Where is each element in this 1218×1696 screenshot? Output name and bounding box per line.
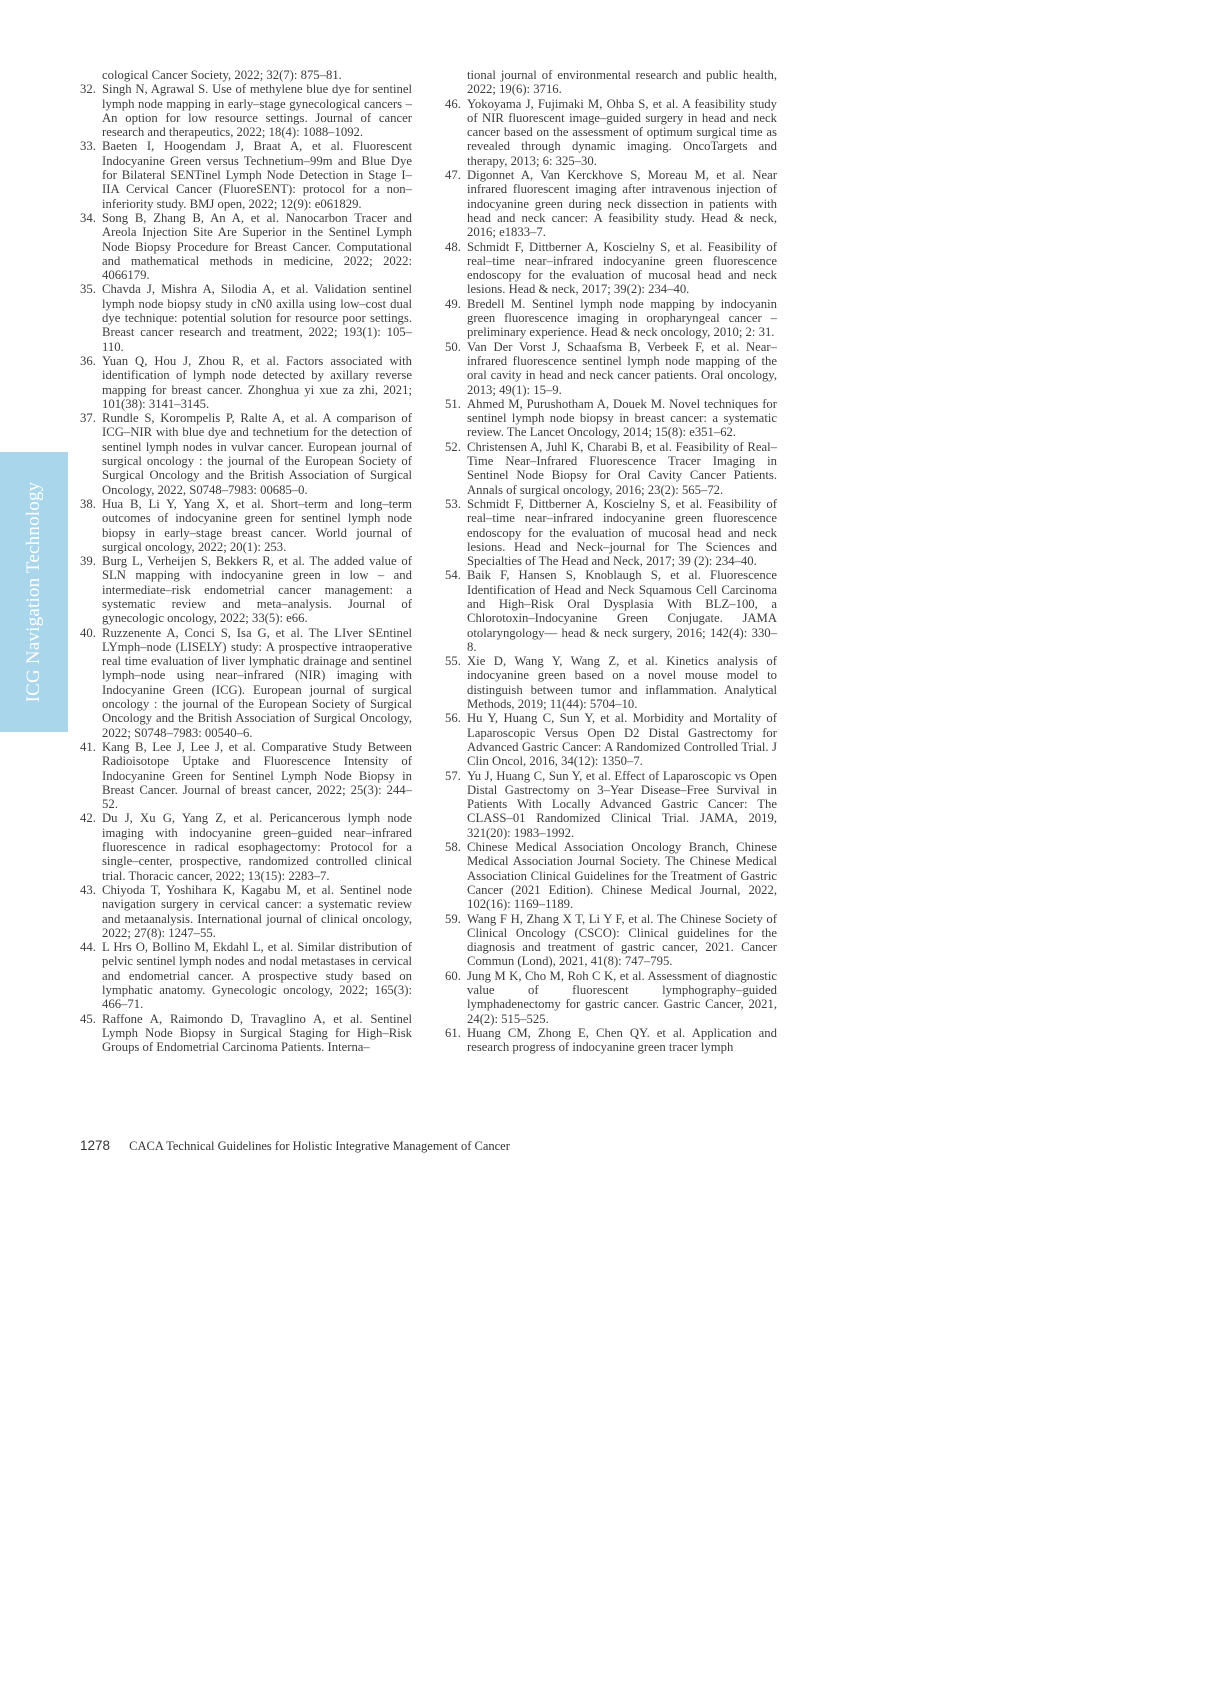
reference-number: 46. [445, 96, 461, 111]
reference-item [80, 82, 412, 139]
reference-number: 44. [80, 940, 96, 955]
reference-item [445, 840, 777, 911]
running-title: CACA Technical Guidelines for Holistic Integrative Management of Cancer [129, 1139, 510, 1153]
reference-item [445, 397, 777, 440]
reference-number: 51. [445, 396, 461, 411]
reference-item [80, 940, 412, 1011]
reference-item [80, 883, 412, 940]
reference-text: Digonnet A, Van Kerckhove S, Moreau M, et al. Near infrared fluorescent imaging after intravenous injection of indocyanine green during neck dissection in patients with head and neck cancer: A feasibility study. Head & neck, 2016; e1833–7. [467, 168, 777, 240]
reference-text: Xie D, Wang Y, Wang Z, et al. Kinetics analysis of indocyanine green based on a novel mouse model to distinguish between tumor and inflammation. Analytical Methods, 2019; 11(44): 5704–10. [467, 654, 777, 712]
reference-number: 47. [445, 168, 461, 183]
reference-number: 45. [80, 1011, 96, 1026]
reference-item [80, 411, 412, 497]
reference-text: Yu J, Huang C, Sun Y, et al. Effect of Laparoscopic vs Open Distal Gastrectomy on 3–Year Disease–Free Survival in Patients With Locally Advanced Gastric Cancer: The CLASS–01 Randomized Clinical Trial. JAMA, 2019, 321(20): 1983–1992. [467, 768, 777, 840]
reference-number: 56. [445, 711, 461, 726]
reference-number: 61. [445, 1025, 461, 1040]
reference-text: Schmidt F, Dittberner A, Koscielny S, et al. Feasibility of real–time near–infrared indocyanine green fluorescence endoscopy for the evaluation of mucosal head and neck lesions. Head & neck, 2017; 39(2): 234–40. [467, 239, 777, 297]
reference-item [445, 568, 777, 654]
reference-number: 39. [80, 554, 96, 569]
reference-text: L Hrs O, Bollino M, Ekdahl L, et al. Similar distribution of pelvic sentinel lymph nodes and nodal metastases in cervical and endometrial cancer. A prospective study based on lymphatic anatomy. Gynecologic oncology, 2022; 165(3): 466–71. [102, 940, 412, 1012]
reference-list-left [80, 82, 412, 1054]
reference-number: 36. [80, 353, 96, 368]
reference-text: Schmidt F, Dittberner A, Koscielny S, et al. Feasibility of real–time near–infrared indocyanine green fluorescence endoscopy for the evaluation of mucosal head and neck lesions. Head and Neck–journal for The Sciences and Specialties of The Head and Neck, 2017; 39 (2): 234–40. [467, 496, 777, 569]
reference-text: Wang F H, Zhang X T, Li Y F, et al. The Chinese Society of Clinical Oncology (CSCO): Clinical guidelines for the diagnosis and treatment of gastric cancer, 2021. Cancer Commun (Lond), 2021, 41(8): 747–795. [467, 911, 777, 969]
reference-item [80, 354, 412, 411]
reference-text: Chavda J, Mishra A, Silodia A, et al. Validation sentinel lymph node biopsy study in cN0 axilla using low–cost dual dye technique: potential solution for resource poor settings. Breast cancer research and treatment, 2022; 193(1): 105–110. [102, 282, 412, 354]
reference-text: Ahmed M, Purushotham A, Douek M. Novel techniques for sentinel lymph node biopsy in breast cancer: a systematic review. The Lancet Oncology, 2014; 15(8): e351–62. [467, 396, 777, 440]
reference-number: 57. [445, 768, 461, 783]
reference-item [445, 440, 777, 497]
reference-item [445, 654, 777, 711]
reference-item [80, 282, 412, 353]
reference-number: 49. [445, 296, 461, 311]
reference-text: Kang B, Lee J, Lee J, et al. Comparative Study Between Radioisotope Uptake and Fluorescence Intensity of Indocyanine Green for Sentinel Lymph Node Biopsy in Breast Cancer. Journal of breast cancer, 2022; 25(3): 244–52. [102, 739, 412, 812]
reference-column-left [80, 68, 412, 1054]
reference-number: 32. [80, 82, 96, 97]
reference-item [445, 168, 777, 239]
reference-number: 33. [80, 139, 96, 154]
reference-text: Burg L, Verheijen S, Bekkers R, et al. The added value of SLN mapping with indocyanine green in low – and intermediate–risk endometrial cancer management: a systematic review and meta–analysis. Journal of gynecologic oncology, 2022; 33(5): e66. [102, 554, 412, 626]
reference-number: 50. [445, 339, 461, 354]
reference-list-right [445, 97, 777, 1055]
reference-text: Yuan Q, Hou J, Zhou R, et al. Factors associated with identification of lymph node detected by axillary reverse mapping for breast cancer. Zhonghua yi xue za zhi, 2021; 101(38): 3141–3145. [102, 353, 412, 411]
reference-item [80, 554, 412, 625]
reference-item [80, 740, 412, 811]
reference-item [445, 97, 777, 168]
side-section-tab [0, 452, 68, 732]
reference-item [445, 340, 777, 397]
reference-number: 58. [445, 840, 461, 855]
reference-number: 34. [80, 210, 96, 225]
reference-text: Van Der Vorst J, Schaafsma B, Verbeek F, et al. Near–infrared fluorescence sentinel lymph node mapping of the oral cavity in head and neck cancer patients. Oral oncology, 2013; 49(1): 15–9. [467, 339, 777, 397]
page-number: 1278 [80, 1138, 111, 1153]
reference-number: 40. [80, 625, 96, 640]
reference-item [445, 711, 777, 768]
reference-number: 55. [445, 654, 461, 669]
reference-continuation: cological Cancer Society, 2022; 32(7): 875–81. [102, 68, 342, 82]
reference-item [80, 497, 412, 554]
reference-text: Chiyoda T, Yoshihara K, Kagabu M, et al. Sentinel node navigation surgery in cervical cancer: a systematic review and metaanalysis. International journal of clinical oncology, 2022; 27(8): 1247–55. [102, 882, 412, 940]
reference-item [445, 912, 777, 969]
reference-number: 35. [80, 282, 96, 297]
page-footer [80, 1138, 510, 1154]
reference-number: 52. [445, 439, 461, 454]
reference-text: Jung M K, Cho M, Roh C K, et al. Assessment of diagnostic value of fluorescent lymphography–guided lymphadenectomy for gastric cancer. Gastric Cancer, 2021, 24(2): 515–525. [467, 968, 777, 1026]
reference-text: Yokoyama J, Fujimaki M, Ohba S, et al. A feasibility study of NIR fluorescent image–guided surgery in head and neck cancer based on the assessment of optimum surgical time as revealed through dynamic imaging. OncoTargets and therapy, 2013; 6: 325–30. [467, 96, 777, 168]
reference-number: 38. [80, 496, 96, 511]
reference-number: 37. [80, 411, 96, 426]
reference-text: Hu Y, Huang C, Sun Y, et al. Morbidity and Mortality of Laparoscopic Versus Open D2 Distal Gastrectomy for Advanced Gastric Cancer: A Randomized Controlled Trial. J Clin Oncol, 2016, 34(12): 1350–7. [467, 711, 777, 769]
reference-item [80, 626, 412, 740]
reference-column-right [445, 68, 777, 1054]
reference-number: 43. [80, 882, 96, 897]
reference-item [80, 1012, 412, 1055]
reference-item [80, 211, 412, 282]
reference-text: Du J, Xu G, Yang Z, et al. Pericancerous lymph node imaging with indocyanine green–guided near–infrared fluorescence in radical esophagectomy: Protocol for a single–center, prospective, randomized controlled clinical trial. Thoracic cancer, 2022; 13(15): 2283–7. [102, 811, 412, 883]
reference-text: Hua B, Li Y, Yang X, et al. Short–term and long–term outcomes of indocyanine green for sentinel lymph node biopsy in early–stage breast cancer. World journal of surgical oncology, 2022; 20(1): 253. [102, 496, 412, 554]
reference-text: Baik F, Hansen S, Knoblaugh S, et al. Fluorescence Identification of Head and Neck Squamous Cell Carcinoma and High–Risk Oral Dysplasia With BLZ–100, a Chlorotoxin–Indocyanine Green Conjugate. JAMA otolaryngology–– head & neck surgery, 2016; 142(4): 330–8. [467, 568, 777, 654]
reference-text: Rundle S, Korompelis P, Ralte A, et al. A comparison of ICG–NIR with blue dye and technetium for the detection of sentinel lymph nodes in vulvar cancer. European journal of surgical oncology : the journal of the European Society of Surgical Oncology and the British Association of Surgical Oncology, 2022, S0748–7983: 00685–0. [102, 411, 412, 497]
reference-item [445, 240, 777, 297]
reference-text: Baeten I, Hoogendam J, Braat A, et al. Fluorescent Indocyanine Green versus Technetium–99m and Blue Dye for Bilateral SENTinel Lymph Node Detection in Stage I–IIA Cervical Cancer (FluoreSENT): protocol for a non–inferiority study. BMJ open, 2022; 12(9): e061829. [102, 139, 412, 211]
reference-item [445, 1026, 777, 1055]
reference-text: Christensen A, Juhl K, Charabi B, et al. Feasibility of Real–Time Near–Infrared Fluorescence Tracer Imaging in Sentinel Node Biopsy for Oral Cavity Cancer Patients. Annals of surgical oncology, 2016; 23(2): 565–72. [467, 439, 777, 497]
reference-text: Chinese Medical Association Oncology Branch, Chinese Medical Association Journal Society. The Chinese Medical Association Clinical Guidelines for the Treatment of Gastric Cancer (2021 Edition). Chinese Medical Journal, 2022, 102(16): 1169–1189. [467, 840, 777, 912]
reference-text: Bredell M. Sentinel lymph node mapping by indocyanin green fluorescence imaging in oropharyngeal cancer – preliminary experience. Head & neck oncology, 2010; 2: 31. [467, 296, 777, 340]
side-tab-label: ICG Navigation Technology [23, 481, 44, 703]
reference-item [445, 297, 777, 340]
reference-text: Ruzzenente A, Conci S, Isa G, et al. The LIver SEntinel LYmph–node (LISELY) study: A prospective intraoperative real time evaluation of liver lymphatic drainage and sentinel lymph–node using near–infrared (NIR) imaging with Indocyanine Green (ICG). European journal of surgical oncology : the journal of the European Society of Surgical Oncology and the British Association of Surgical Oncology, 2022; S0748–7983: 00540–6. [102, 625, 412, 740]
reference-number: 48. [445, 239, 461, 254]
reference-text: Huang CM, Zhong E, Chen QY. et al. Application and research progress of indocyanine green tracer lymph [467, 1025, 777, 1055]
reference-item [80, 139, 412, 210]
reference-text: Song B, Zhang B, An A, et al. Nanocarbon Tracer and Areola Injection Site Are Superior in the Sentinel Lymph Node Biopsy Procedure for Breast Cancer. Computational and mathematical methods in medicine, 2022; 2022: 4066179. [102, 210, 412, 283]
reference-number: 59. [445, 911, 461, 926]
reference-item [80, 811, 412, 882]
reference-text: Singh N, Agrawal S. Use of methylene blue dye for sentinel lymph node mapping in early–stage gynecological cancers – An option for low resource settings. Journal of cancer research and therapeutics, 2022; 18(4): 1088–1092. [102, 82, 412, 140]
reference-number: 54. [445, 568, 461, 583]
reference-item [445, 769, 777, 840]
reference-item [445, 497, 777, 568]
reference-number: 42. [80, 811, 96, 826]
reference-continuation: tional journal of environmental research and public health, 2022; 19(6): 3716. [467, 68, 777, 97]
reference-number: 53. [445, 496, 461, 511]
reference-item [445, 969, 777, 1026]
reference-number: 60. [445, 968, 461, 983]
reference-number: 41. [80, 739, 96, 754]
reference-text: Raffone A, Raimondo D, Travaglino A, et al. Sentinel Lymph Node Biopsy in Surgical Staging for High–Risk Groups of Endometrial Carcinoma Patients. Interna– [102, 1011, 412, 1055]
